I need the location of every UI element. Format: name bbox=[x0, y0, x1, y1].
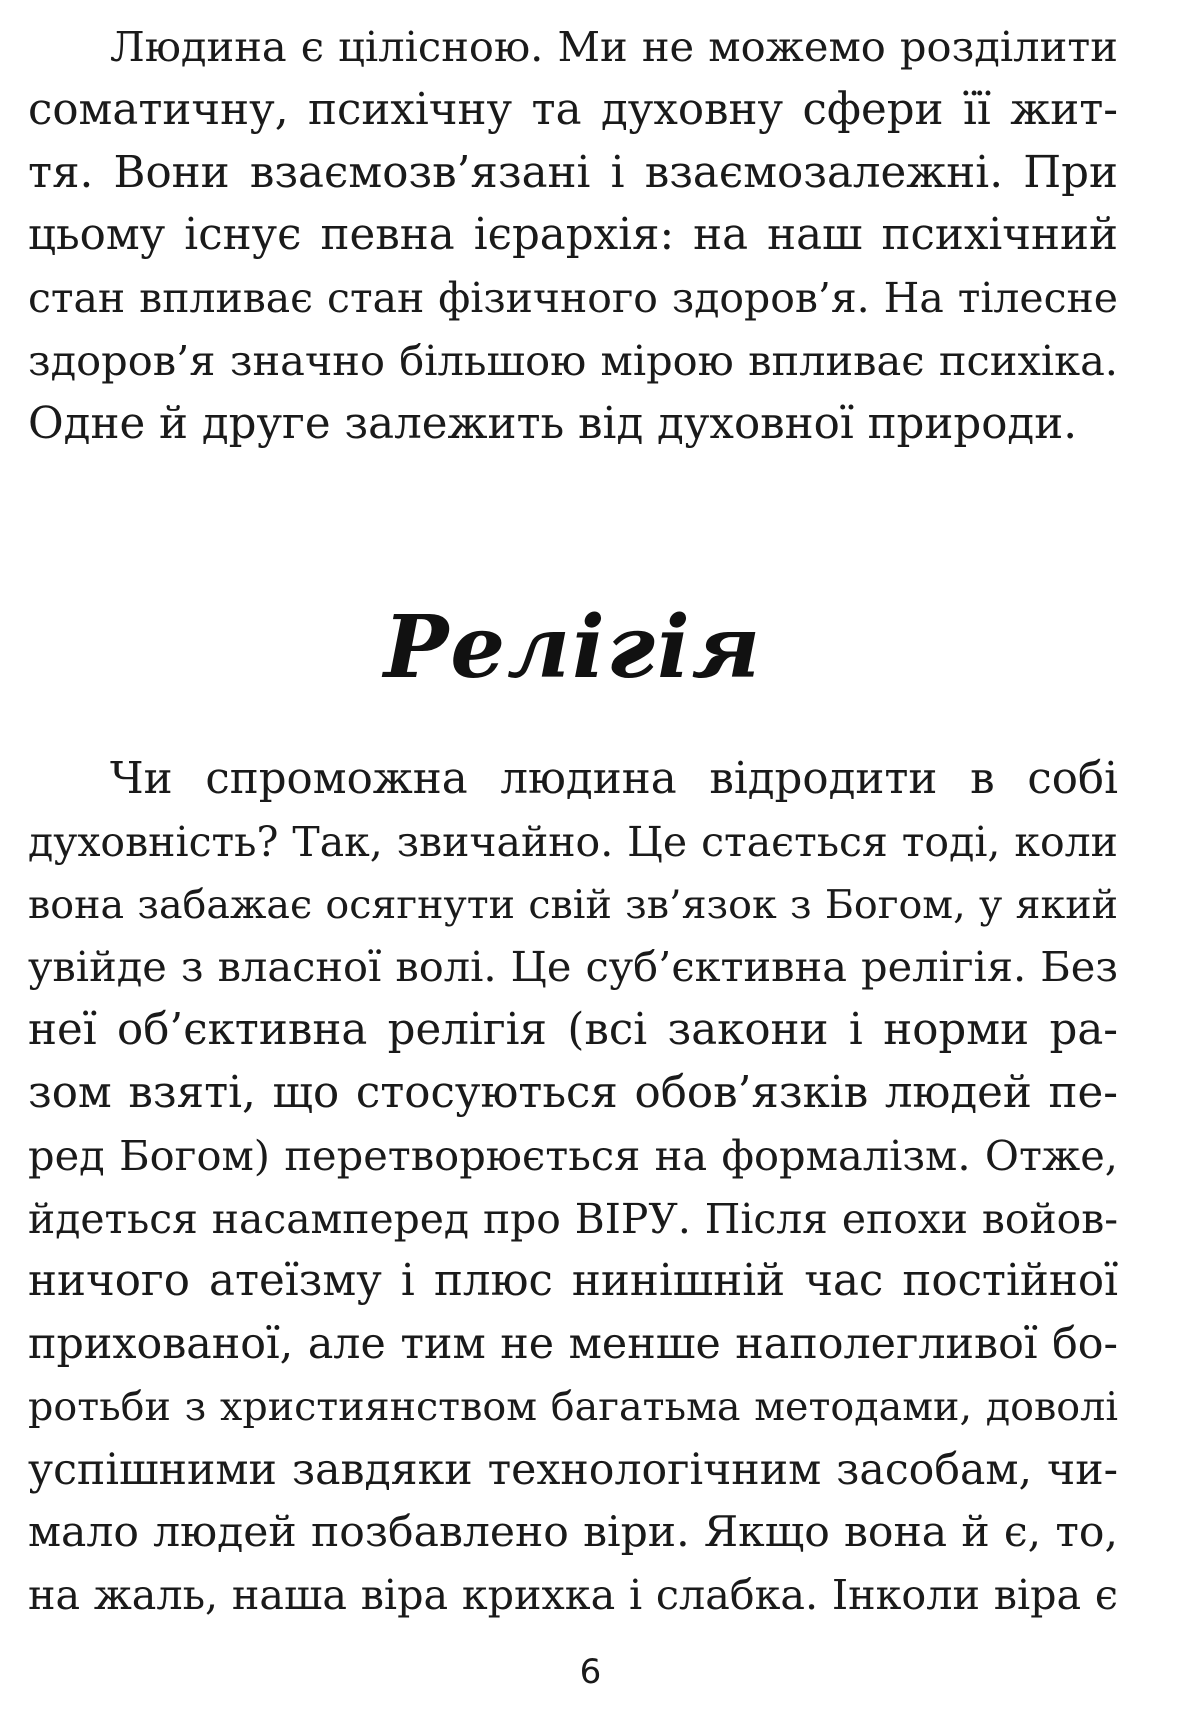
text-line: тя. Вони взаємозв’язані і взаємозалежні. При bbox=[28, 147, 1118, 198]
section-heading: Релігія bbox=[383, 597, 763, 698]
paragraph-intro bbox=[28, 16, 1118, 456]
text-line: Людина є цілісною. Ми не можемо розділити bbox=[110, 22, 1118, 71]
text-line: ред Богом) перетворюється на формалізм. Отже, bbox=[28, 1130, 1118, 1180]
text-line: ротьби з християнством багатьма методами, доволі bbox=[28, 1383, 1118, 1430]
text-line: мало людей позбавлено віри. Якщо вона й є, то, bbox=[28, 1507, 1118, 1557]
text-line: Одне й друге залежить від духовної природи. bbox=[28, 398, 1078, 449]
text-line: ничого атеїзму і плюс нинішній час постійної bbox=[28, 1256, 1118, 1307]
text-line: неї об’єктивна релігія (всі закони і норми ра- bbox=[28, 1005, 1118, 1056]
text-line: стан впливає стан фізичного здоров’я. На тілесне bbox=[28, 274, 1118, 323]
paragraph-religion bbox=[28, 748, 1118, 1627]
text-line: зом взяті, що стосуються обов’язків людей пе- bbox=[28, 1067, 1118, 1118]
text-line: вона забажає осягнути свій зв’язок з Богом, у який bbox=[28, 881, 1118, 928]
text-line: здоров’я значно більшою мірою впливає психіка. bbox=[28, 335, 1118, 385]
text-line: соматичну, психічну та духовну сфери її жит- bbox=[28, 84, 1118, 135]
text-line: йдеться насамперед про ВІРУ. Після епохи войов- bbox=[28, 1194, 1118, 1243]
text-line: духовність? Так, звичайно. Це стається тоді, коли bbox=[28, 817, 1118, 866]
text-line: на жаль, наша віра крихка і слабка. Інколи віра є bbox=[28, 1571, 1118, 1620]
text-line: успішними завдяки технологічним засобам, чи- bbox=[28, 1444, 1118, 1495]
text-line: увійде з власної волі. Це суб’єктивна релігія. Без bbox=[28, 942, 1118, 992]
text-line: прихованої, але тим не менше наполегливої бо- bbox=[28, 1319, 1118, 1370]
text-line: Чи спроможна людина відродити в собі bbox=[110, 754, 1118, 804]
text-line: цьому існує певна ієрархія: на наш психічний bbox=[28, 210, 1118, 261]
page-number: 6 bbox=[579, 1652, 602, 1692]
